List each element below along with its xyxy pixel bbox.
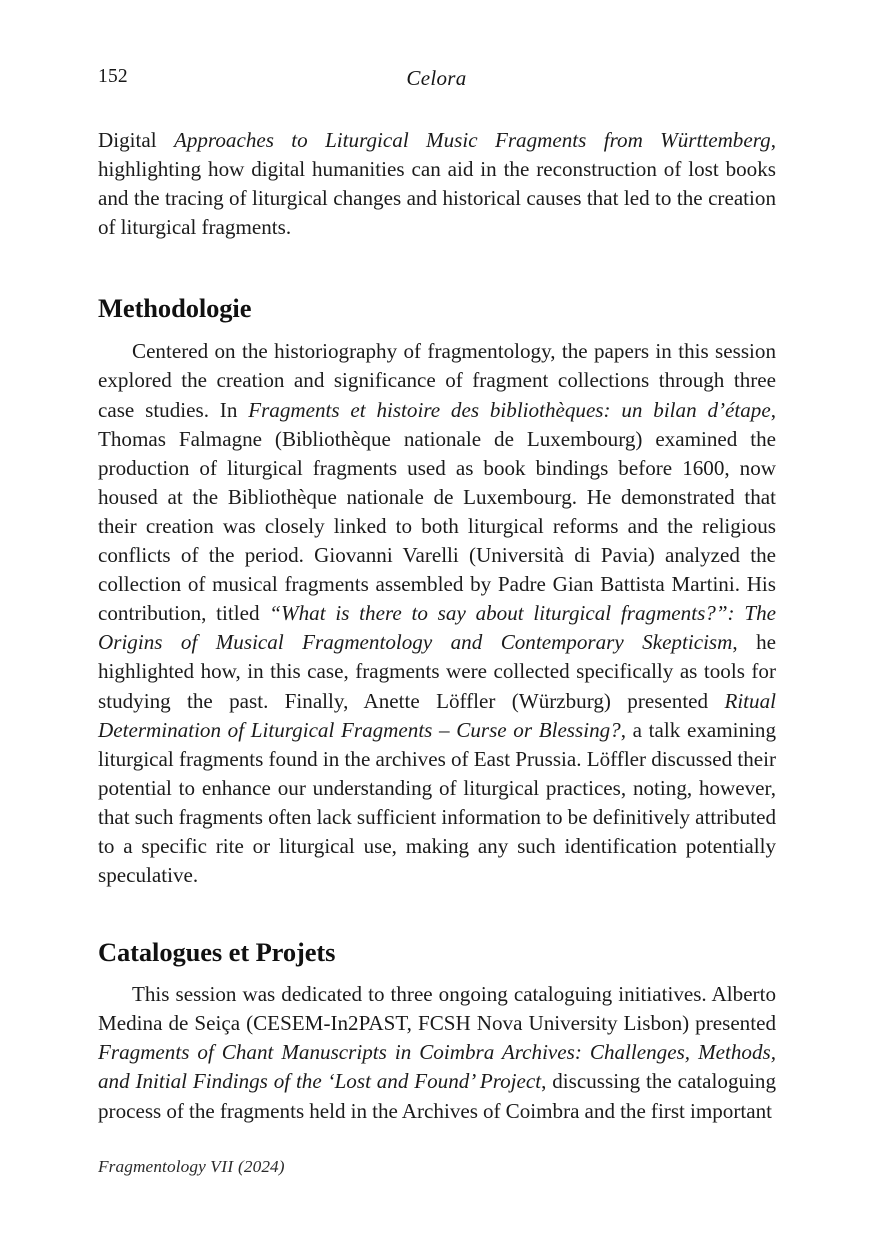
spacer <box>98 242 776 293</box>
footer-citation <box>98 1157 285 1177</box>
italic-title-run: Ritual Determination of Liturgical Fragments – Curse or Blessing? <box>98 688 776 742</box>
spacer <box>98 890 776 937</box>
text-run: , highlighting how digital humanities can aid in the reconstruction of lost books and the tracing of liturgical changes and historical causes that led to the creation of liturgical fragments. <box>98 128 776 240</box>
italic-title-run: Fragments et histoire des bibliothèques: un bilan d’étape <box>248 397 771 422</box>
text-run: Centered on the historiography of fragmentology, the papers in this session explored the creation and significance of fragment collections through three case studies. In <box>98 339 776 422</box>
section-heading-catalogues-et-projets: Catalogues et Projets <box>98 937 336 968</box>
italic-title-run: Fragments of Chant Manuscripts in Coimbra Archives: Challenges, Methods, and Initial Findings of the ‘Lost and Found’ Project <box>98 1040 776 1094</box>
text-run: Digital <box>98 128 174 152</box>
text-block <box>98 126 776 1126</box>
paragraph-methodologie <box>98 337 776 890</box>
section-heading-methodologie: Methodologie <box>98 293 252 324</box>
spacer <box>98 967 776 980</box>
paragraph-continuation <box>98 126 776 242</box>
page-number: 152 <box>98 66 128 87</box>
text-run: , discussing the cataloguing process of the fragments held in the Archives of Coimbra and the first important <box>98 1069 776 1123</box>
footer-journal-title: Fragmentology <box>98 1157 206 1176</box>
text-run: , a talk examining liturgical fragments found in the archives of East Prussia. Löffler discussed their potential to enhance our understanding of liturgical practices, noting, however, that such fragments often lack sufficient information to be definitively attributed to a specific rite or liturgical use, making any such identification potentially speculative. <box>98 717 776 888</box>
text-run: , Thomas Falmagne (Bibliothèque nationale de Luxembourg) examined the production of liturgical fragments used as book bindings before 1600, now housed at the Bibliothèque nationale de Luxembourg. He demonstrated that their creation was closely linked to both liturgical reforms and the religious conflicts of the period. Giovanni Varelli (Università di Pavia) analyzed the collection of musical fragments assembled by Padre Gian Battista Martini. His contribution, titled <box>98 397 776 626</box>
spacer <box>98 323 776 337</box>
italic-title-run: Approaches to Liturgical Music Fragments from Württemberg <box>173 128 771 152</box>
text-run: , he highlighted how, in this case, fragments were collected specifically as tools for studying the past. Finally, Anette Löffler (Würzburg) presented <box>98 630 776 713</box>
footer-volume: VII <box>210 1157 234 1176</box>
footer-year: (2024) <box>237 1157 285 1176</box>
italic-title-run: “What is there to say about liturgical fragments?”: The Origins of Musical Fragmentology and Contemporary Skepticism <box>98 601 776 655</box>
running-head <box>98 66 775 96</box>
text-run: This session was dedicated to three ongoing cataloguing initiatives. Alberto Medina de Seiça (CESEM-In2PAST, FCSH Nova University Lisbon) presented <box>98 982 776 1036</box>
paragraph-catalogues <box>98 980 776 1125</box>
running-head-title: Celora <box>406 66 467 90</box>
